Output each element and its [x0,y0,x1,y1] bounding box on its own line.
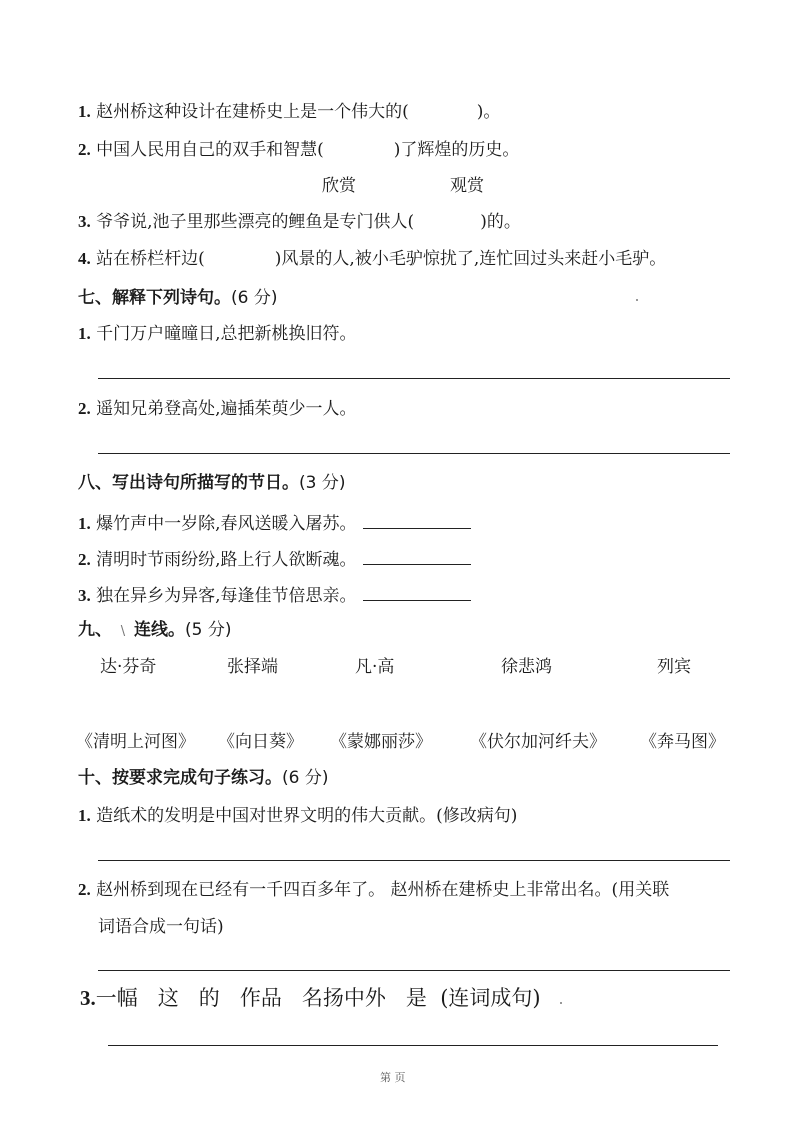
question-number: 4. [78,249,91,268]
s6-question-3 [78,211,521,233]
question-number: 1. [78,324,91,343]
work-4[interactable]: 《伏尔加河纤夫》 [470,732,606,752]
section-score: (3 分) [299,473,346,493]
question-text-end: )风景的人,被小毛驴惊扰了,连忙回过头来赶小毛驴。 [274,249,667,269]
question-number: 3. [78,586,91,605]
s10-question-2-cont: 词语合成一句话) [98,917,224,937]
section-prefix: 九、 [78,620,112,640]
question-number: 1. [78,806,91,825]
question-text: 独在异乡为异客,每逢佳节倍思亲。 [96,586,357,606]
s8-question-3 [78,582,471,607]
s6-question-2 [78,139,519,161]
artist-5[interactable]: 列宾 [657,657,691,677]
question-text: 中国人民用自己的双手和智慧( [96,140,324,160]
section-9-heading [78,619,231,643]
question-number: 2. [78,880,91,899]
section-7-heading [78,287,277,309]
question-text-end: )了辉煌的历史。 [393,140,520,160]
work-1[interactable]: 《清明上河图》 [76,732,195,752]
artist-4[interactable]: 徐悲鸿 [501,657,552,677]
section-title: 七、解释下列诗句。 [78,288,231,308]
section-8-heading [78,472,345,494]
work-5[interactable]: 《奔马图》 [640,732,725,752]
section-title: 连线。 [134,620,185,640]
word-choice-2: 观赏 [450,176,484,196]
s7-question-1 [78,323,357,345]
question-number: 2. [78,140,91,159]
question-number: 2. [78,399,91,418]
answer-line[interactable] [108,1045,718,1046]
s6-question-1 [78,101,500,123]
question-text: 千门万户曈曈日,总把新桃换旧符。 [96,324,357,344]
answer-blank[interactable] [363,546,471,565]
question-text: 赵州桥到现在已经有一千四百多年了。 赵州桥在建桥史上非常出名。(用关联 [96,880,670,900]
question-number: 2. [78,550,91,569]
section-title: 十、按要求完成句子练习。 [78,768,282,788]
page-footer: 第 页 [380,1071,406,1084]
question-number: 3. [80,986,96,1010]
word-choice-1: 欣赏 [322,176,356,196]
work-3[interactable]: 《蒙娜丽莎》 [330,732,432,752]
question-text: 爆竹声中一岁除,春风送暖入屠苏。 [96,514,357,534]
question-number: 1. [78,102,91,121]
answer-line[interactable] [98,860,730,861]
s10-question-1 [78,805,517,827]
s8-question-1 [78,510,471,535]
question-text: 清明时节雨纷纷,路上行人欲断魂。 [96,550,357,570]
s10-question-3 [80,984,541,1012]
question-text: 赵州桥这种设计在建桥史上是一个伟大的( [96,102,409,122]
question-text: 造纸术的发明是中国对世界文明的伟大贡献。(修改病句) [96,806,518,826]
s10-question-2 [78,879,669,901]
question-number: 3. [78,212,91,231]
s6-question-4 [78,248,666,270]
section-title: 八、写出诗句所描写的节日。 [78,473,299,493]
scan-speck [560,1002,562,1004]
work-2[interactable]: 《向日葵》 [218,732,303,752]
question-text-end: )。 [476,102,501,122]
scan-mark: \ [120,624,126,639]
s8-question-2 [78,546,471,571]
section-score: (6 分) [282,768,329,788]
s7-question-2 [78,398,357,420]
answer-blank[interactable] [363,582,471,601]
section-score: (6 分) [231,288,278,308]
section-score: (5 分) [185,620,232,640]
question-text: 遥知兄弟登高处,遍插茱萸少一人。 [96,399,357,419]
answer-line[interactable] [98,378,730,379]
question-text: 站在桥栏杆边( [96,249,205,269]
question-text-end: )的。 [480,212,521,232]
answer-blank[interactable] [363,510,471,529]
artist-1[interactable]: 达·芬奇 [100,657,157,677]
answer-line[interactable] [98,970,730,971]
answer-line[interactable] [98,453,730,454]
artist-3[interactable]: 凡·高 [355,657,395,677]
section-10-heading [78,767,328,789]
question-text: 爷爷说,池子里那些漂亮的鲤鱼是专门供人( [96,212,415,232]
artist-2[interactable]: 张择端 [227,657,278,677]
question-number: 1. [78,514,91,533]
scan-speck [636,299,638,301]
question-text: 一幅 这 的 作品 名扬中外 是 (连词成句) [95,986,541,1010]
